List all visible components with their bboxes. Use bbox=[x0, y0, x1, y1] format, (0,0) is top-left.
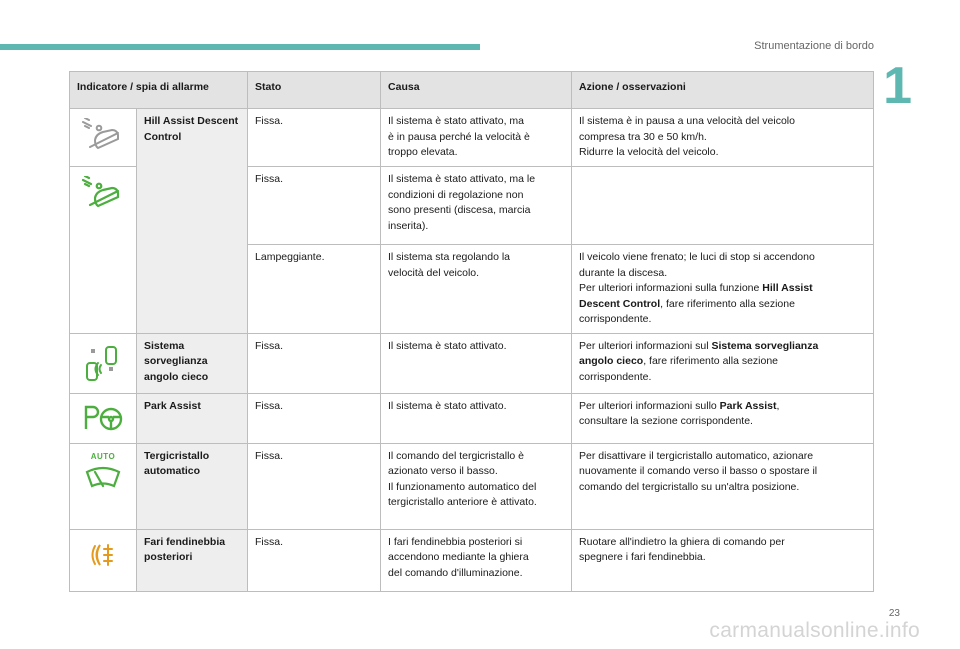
auto-label: AUTO bbox=[90, 451, 116, 461]
state-cell: Lampeggiante. bbox=[248, 245, 381, 334]
action-cell: Il veicolo viene frenato; le luci di stop si accendono durante la discesa. Per ulteriori informazioni sulla funzione Hill Assist Descent Control, fare riferimento alla sezione corrispondente. bbox=[572, 245, 874, 334]
icon-cell bbox=[70, 109, 137, 167]
state-cell: Fissa. bbox=[248, 393, 381, 443]
state-cell: Fissa. bbox=[248, 167, 381, 245]
auto-wiper-icon bbox=[81, 464, 125, 492]
table-row bbox=[70, 393, 874, 443]
action-cell: Ruotare all'indietro la ghiera di comando per spegnere i fari fendinebbia. bbox=[572, 529, 874, 591]
cause-cell: I fari fendinebbia posteriori si accendono mediante la ghiera del comando d'illuminazione. bbox=[381, 529, 572, 591]
name-wiper: Tergicristallo automatico bbox=[137, 443, 248, 529]
table-header-row bbox=[70, 72, 874, 109]
col-action: Azione / osservazioni bbox=[572, 72, 874, 109]
action-cell bbox=[572, 167, 874, 245]
table-row bbox=[70, 109, 874, 167]
cause-cell: Il sistema è stato attivato, ma le condizioni di regolazione non sono presenti (discesa, marcia inserita). bbox=[381, 167, 572, 245]
rear-fog-icon bbox=[81, 539, 125, 571]
chapter-number: 1 bbox=[883, 57, 912, 115]
col-indicator: Indicatore / spia di allarme bbox=[70, 72, 248, 109]
icon-cell bbox=[70, 167, 137, 334]
name-hill-assist: Hill Assist Descent Control bbox=[137, 109, 248, 334]
name-park-assist: Park Assist bbox=[137, 393, 248, 443]
table-row bbox=[70, 443, 874, 529]
blind-spot-icon bbox=[81, 343, 125, 383]
park-assist-icon bbox=[81, 403, 125, 435]
table-row bbox=[70, 529, 874, 591]
state-cell: Fissa. bbox=[248, 109, 381, 167]
icon-cell bbox=[70, 393, 137, 443]
cause-cell: Il sistema è stato attivato. bbox=[381, 393, 572, 443]
state-cell: Fissa. bbox=[248, 443, 381, 529]
section-title: Strumentazione di bordo bbox=[754, 40, 874, 52]
col-state: Stato bbox=[248, 72, 381, 109]
state-cell: Fissa. bbox=[248, 333, 381, 393]
icon-cell bbox=[70, 529, 137, 591]
name-blind-spot: Sistema sorveglianza angolo cieco bbox=[137, 333, 248, 393]
name-rear-fog: Fari fendinebbia posteriori bbox=[137, 529, 248, 591]
hill-descent-green-icon bbox=[81, 176, 125, 208]
watermark: carmanualsonline.info bbox=[709, 619, 920, 642]
cause-cell: Il sistema sta regolando la velocità del veicolo. bbox=[381, 245, 572, 334]
state-cell: Fissa. bbox=[248, 529, 381, 591]
action-cell: Il sistema è in pausa a una velocità del veicolo compresa tra 30 e 50 km/h. Ridurre la velocità del veicolo. bbox=[572, 109, 874, 167]
cause-cell: Il sistema è stato attivato. bbox=[381, 333, 572, 393]
table-row bbox=[70, 333, 874, 393]
action-cell: Per ulteriori informazioni sullo Park Assist, consultare la sezione corrispondente. bbox=[572, 393, 874, 443]
action-cell: Per ulteriori informazioni sul Sistema sorveglianza angolo cieco, fare riferimento alla sezione corrispondente. bbox=[572, 333, 874, 393]
cause-cell: Il comando del tergicristallo è azionato verso il basso. Il funzionamento automatico del tergicristallo anteriore è attivato. bbox=[381, 443, 572, 529]
page-number: 23 bbox=[888, 608, 900, 619]
hill-descent-grey-icon bbox=[81, 118, 125, 150]
indicator-table bbox=[69, 71, 874, 592]
action-cell: Per disattivare il tergicristallo automatico, azionare nuovamente il comando verso il basso o spostare il comando del tergicristallo su un'altra posizione. bbox=[572, 443, 874, 529]
icon-cell bbox=[70, 443, 137, 529]
accent-bar bbox=[0, 44, 480, 50]
col-cause: Causa bbox=[381, 72, 572, 109]
icon-cell bbox=[70, 333, 137, 393]
cause-cell: Il sistema è stato attivato, ma è in pausa perché la velocità è troppo elevata. bbox=[381, 109, 572, 167]
